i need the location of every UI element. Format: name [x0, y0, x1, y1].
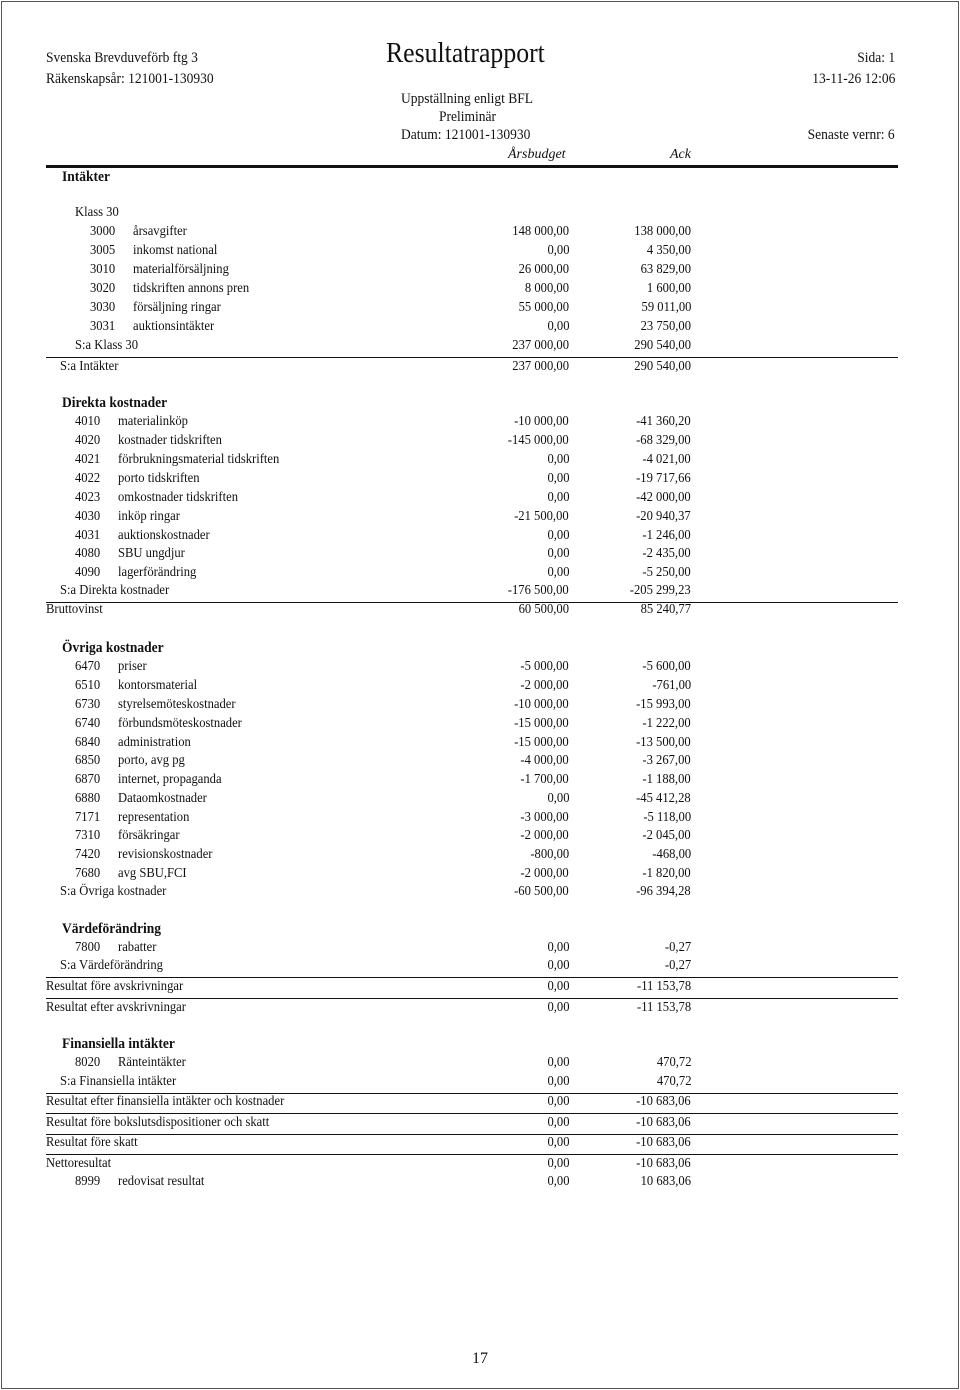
account-name: rabatter	[118, 940, 157, 955]
budget-value: 0,00	[546, 243, 569, 258]
row-label: Direkta kostnader	[62, 395, 168, 411]
budget-value: -3 000,00	[520, 810, 569, 825]
account-name: administration	[118, 735, 191, 750]
account-code: 3000	[90, 224, 116, 239]
row-label: Resultat före bokslutsdispositioner och skatt	[46, 1115, 270, 1130]
budget-value: 237 000,00	[512, 338, 569, 353]
account-code: 7310	[75, 828, 101, 843]
budget-value: -60 500,00	[514, 884, 569, 899]
account-row	[0, 678, 960, 697]
account-name: försäkringar	[118, 828, 180, 843]
section-rule	[46, 1154, 898, 1155]
budget-value: -15 000,00	[514, 735, 569, 750]
account-row	[0, 810, 960, 829]
account-code: 3010	[90, 262, 116, 277]
account-name: lagerförändring	[118, 565, 197, 580]
account-code: 3031	[90, 319, 116, 334]
ack-value: -41 360,20	[636, 414, 691, 429]
ack-value: -11 153,78	[636, 1000, 691, 1015]
ack-value: -0,27	[664, 958, 691, 973]
ack-value: 23 750,00	[640, 319, 691, 334]
account-row	[0, 791, 960, 810]
ack-value: -4 021,00	[642, 452, 691, 467]
budget-value: 60 500,00	[518, 602, 569, 617]
section-rule	[46, 977, 898, 978]
account-name: porto, avg pg	[118, 753, 185, 768]
ack-value: 290 540,00	[634, 359, 691, 374]
summary-row	[0, 1115, 960, 1134]
budget-value: -176 500,00	[508, 583, 569, 598]
section-heading	[0, 921, 960, 940]
account-code: 6470	[75, 659, 101, 674]
account-name: Dataomkostnader	[118, 791, 207, 806]
budget-value: 0,00	[546, 1174, 569, 1189]
account-row	[0, 262, 960, 281]
summary-row	[0, 958, 960, 977]
ack-value: -10 683,06	[636, 1135, 691, 1150]
budget-value: -15 000,00	[514, 716, 569, 731]
account-code: 3020	[90, 281, 116, 296]
account-row	[0, 490, 960, 509]
budget-value: 0,00	[546, 979, 569, 994]
account-name: tidskriften annons pren	[133, 281, 250, 296]
row-label: Klass 30	[75, 205, 119, 220]
budget-value: 0,00	[546, 546, 569, 561]
budget-value: 0,00	[546, 1156, 569, 1171]
section-rule	[46, 1113, 898, 1114]
account-row	[0, 300, 960, 319]
budget-value: 0,00	[546, 565, 569, 580]
budget-value: -2 000,00	[520, 828, 569, 843]
account-name: redovisat resultat	[118, 1174, 205, 1189]
account-code: 4020	[75, 433, 101, 448]
budget-value: 237 000,00	[512, 359, 569, 374]
section-heading	[0, 640, 960, 659]
ack-value: 4 350,00	[646, 243, 691, 258]
row-label: S:a Direkta kostnader	[60, 583, 170, 598]
account-name: inkomst national	[133, 243, 218, 258]
account-name: kontorsmaterial	[118, 678, 198, 693]
ack-value: -3 267,00	[642, 753, 691, 768]
budget-value: 0,00	[546, 528, 569, 543]
account-code: 8020	[75, 1055, 101, 1070]
ack-value: 85 240,77	[640, 602, 691, 617]
account-row	[0, 452, 960, 471]
account-name: försäljning ringar	[133, 300, 221, 315]
summary-row	[0, 884, 960, 903]
budget-value: 0,00	[546, 1074, 569, 1089]
budget-value: 0,00	[546, 958, 569, 973]
summary-row	[0, 359, 960, 378]
summary-row	[0, 205, 960, 224]
account-row	[0, 471, 960, 490]
ack-value: -5 600,00	[642, 659, 691, 674]
budget-value: -4 000,00	[520, 753, 569, 768]
account-name: kostnader tidskriften	[118, 433, 222, 448]
budget-value: -1 700,00	[520, 772, 569, 787]
row-label: Övriga kostnader	[62, 640, 164, 656]
account-name: omkostnader tidskriften	[118, 490, 239, 505]
account-row	[0, 735, 960, 754]
budget-value: 55 000,00	[518, 300, 569, 315]
ack-value: 138 000,00	[634, 224, 691, 239]
ack-value: -1 820,00	[642, 866, 691, 881]
account-row	[0, 224, 960, 243]
budget-value: -10 000,00	[514, 697, 569, 712]
ack-value: -19 717,66	[636, 471, 691, 486]
account-row	[0, 1055, 960, 1074]
page-indicator: Sida: 1	[857, 50, 895, 66]
account-row	[0, 697, 960, 716]
account-name: revisionskostnader	[118, 847, 213, 862]
section-heading	[0, 1036, 960, 1055]
layout-note: Uppställning enligt BFL	[401, 91, 534, 107]
account-code: 4080	[75, 546, 101, 561]
print-datetime: 13-11-26 12:06	[811, 71, 895, 87]
ack-value: -10 683,06	[636, 1094, 691, 1109]
account-row	[0, 716, 960, 735]
budget-value: -10 000,00	[514, 414, 569, 429]
budget-value: 0,00	[546, 940, 569, 955]
row-label: Resultat efter finansiella intäkter och kostnader	[46, 1094, 285, 1109]
account-code: 8999	[75, 1174, 101, 1189]
ack-value: -1 222,00	[642, 716, 691, 731]
ack-value: 63 829,00	[640, 262, 691, 277]
budget-value: 26 000,00	[518, 262, 569, 277]
column-header-ack: Ack	[670, 147, 691, 162]
row-label: S:a Värdeförändring	[60, 958, 163, 973]
account-name: förbrukningsmaterial tidskriften	[118, 452, 280, 467]
ack-value: -2 435,00	[642, 546, 691, 561]
org-name: Svenska Brevduveförb ftg 3	[46, 50, 198, 66]
account-row	[0, 828, 960, 847]
row-label: Bruttovinst	[46, 602, 103, 617]
account-code: 7680	[75, 866, 101, 881]
account-row	[0, 940, 960, 959]
ack-value: -68 329,00	[636, 433, 691, 448]
row-label: Finansiella intäkter	[62, 1036, 175, 1052]
budget-value: 0,00	[546, 490, 569, 505]
summary-row	[0, 1135, 960, 1154]
account-row	[0, 281, 960, 300]
account-name: årsavgifter	[133, 224, 187, 239]
row-label: S:a Intäkter	[60, 359, 119, 374]
account-code: 4010	[75, 414, 101, 429]
account-code: 4031	[75, 528, 101, 543]
budget-value: 0,00	[546, 471, 569, 486]
account-row	[0, 753, 960, 772]
section-rule	[46, 998, 898, 999]
account-name: styrelsemöteskostnader	[118, 697, 236, 712]
account-name: auktionskostnader	[118, 528, 210, 543]
ack-value: -1 188,00	[642, 772, 691, 787]
row-label: Nettoresultat	[46, 1156, 112, 1171]
budget-value: 0,00	[546, 1115, 569, 1130]
ack-value: -20 940,37	[636, 509, 691, 524]
account-code: 6880	[75, 791, 101, 806]
report-title: Resultatrapport	[386, 38, 545, 69]
account-code: 4023	[75, 490, 101, 505]
ack-value: -45 412,28	[636, 791, 691, 806]
account-code: 4022	[75, 471, 101, 486]
row-label: Värdeförändring	[62, 921, 161, 937]
section-heading	[0, 395, 960, 414]
section-heading	[0, 169, 960, 188]
ack-value: -205 299,23	[630, 583, 691, 598]
account-code: 6870	[75, 772, 101, 787]
ack-value: -96 394,28	[636, 884, 691, 899]
account-name: materialinköp	[118, 414, 188, 429]
budget-value: -145 000,00	[508, 433, 569, 448]
ack-value: -1 246,00	[642, 528, 691, 543]
row-label: S:a Klass 30	[75, 338, 138, 353]
latest-ver: Senaste vernr: 6	[808, 127, 895, 143]
account-row	[0, 866, 960, 885]
account-row	[0, 509, 960, 528]
summary-row	[0, 1094, 960, 1113]
ack-value: -5 118,00	[643, 810, 691, 825]
budget-value: 0,00	[546, 1094, 569, 1109]
account-code: 6730	[75, 697, 101, 712]
ack-value: -15 993,00	[636, 697, 691, 712]
row-label: S:a Finansiella intäkter	[60, 1074, 177, 1089]
status-note: Preliminär	[439, 109, 496, 125]
date-range: Datum: 121001-130930	[401, 127, 531, 143]
account-row	[0, 659, 960, 678]
ack-value: -10 683,06	[636, 1115, 691, 1130]
ack-value: 59 011,00	[641, 300, 691, 315]
account-code: 4021	[75, 452, 101, 467]
account-row	[0, 243, 960, 262]
row-label: Resultat efter avskrivningar	[46, 1000, 186, 1015]
account-row	[0, 433, 960, 452]
ack-value: 470,72	[656, 1074, 691, 1089]
summary-row	[0, 583, 960, 602]
summary-row	[0, 1000, 960, 1019]
row-label: Intäkter	[62, 169, 110, 185]
budget-value: -5 000,00	[520, 659, 569, 674]
account-name: priser	[118, 659, 147, 674]
summary-row	[0, 979, 960, 998]
row-label: Resultat före avskrivningar	[46, 979, 184, 994]
account-code: 4030	[75, 509, 101, 524]
budget-value: 0,00	[546, 1000, 569, 1015]
account-name: inköp ringar	[118, 509, 180, 524]
budget-value: 0,00	[546, 791, 569, 806]
account-name: porto tidskriften	[118, 471, 200, 486]
budget-value: 0,00	[546, 1135, 569, 1150]
account-row	[0, 1174, 960, 1193]
budget-value: 8 000,00	[524, 281, 569, 296]
budget-value: -800,00	[530, 847, 569, 862]
ack-value: -2 045,00	[642, 828, 691, 843]
account-code: 7171	[75, 810, 101, 825]
ack-value: -42 000,00	[636, 490, 691, 505]
ack-value: -11 153,78	[636, 979, 691, 994]
account-name: materialförsäljning	[133, 262, 229, 277]
account-name: SBU ungdjur	[118, 546, 185, 561]
account-row	[0, 565, 960, 584]
account-name: förbundsmöteskostnader	[118, 716, 242, 731]
header-rule	[46, 165, 898, 168]
account-code: 7800	[75, 940, 101, 955]
account-name: Ränteintäkter	[118, 1055, 186, 1070]
account-code: 6740	[75, 716, 101, 731]
account-row	[0, 319, 960, 338]
account-code: 7420	[75, 847, 101, 862]
account-row	[0, 847, 960, 866]
account-code: 4090	[75, 565, 101, 580]
ack-value: 470,72	[656, 1055, 691, 1070]
account-name: representation	[118, 810, 190, 825]
ack-value: 1 600,00	[646, 281, 691, 296]
account-name: avg SBU,FCI	[118, 866, 187, 881]
summary-row	[0, 1074, 960, 1093]
section-rule	[46, 357, 898, 358]
budget-value: 0,00	[546, 319, 569, 334]
budget-value: -2 000,00	[520, 866, 569, 881]
summary-row	[0, 1156, 960, 1175]
summary-row	[0, 602, 960, 621]
budget-value: -2 000,00	[520, 678, 569, 693]
ack-value: -10 683,06	[636, 1156, 691, 1171]
account-row	[0, 546, 960, 565]
row-label: Resultat före skatt	[46, 1135, 138, 1150]
ack-value: -13 500,00	[636, 735, 691, 750]
row-label: S:a Övriga kostnader	[60, 884, 167, 899]
account-code: 3030	[90, 300, 116, 315]
budget-value: -21 500,00	[514, 509, 569, 524]
account-code: 6510	[75, 678, 101, 693]
account-row	[0, 528, 960, 547]
account-row	[0, 414, 960, 433]
account-row	[0, 772, 960, 791]
summary-row	[0, 338, 960, 357]
budget-value: 148 000,00	[512, 224, 569, 239]
budget-value: 0,00	[546, 1055, 569, 1070]
account-code: 6840	[75, 735, 101, 750]
ack-value: -761,00	[652, 678, 691, 693]
page-number: 17	[472, 1350, 488, 1367]
budget-value: 0,00	[546, 452, 569, 467]
ack-value: 10 683,06	[640, 1174, 691, 1189]
fiscal-year: Räkenskapsår: 121001-130930	[46, 71, 214, 87]
account-code: 6850	[75, 753, 101, 768]
ack-value: 290 540,00	[634, 338, 691, 353]
column-header-budget: Årsbudget	[508, 147, 566, 162]
account-name: internet, propaganda	[118, 772, 222, 787]
ack-value: -468,00	[652, 847, 691, 862]
account-name: auktionsintäkter	[133, 319, 215, 334]
ack-value: -0,27	[664, 940, 691, 955]
ack-value: -5 250,00	[642, 565, 691, 580]
account-code: 3005	[90, 243, 116, 258]
